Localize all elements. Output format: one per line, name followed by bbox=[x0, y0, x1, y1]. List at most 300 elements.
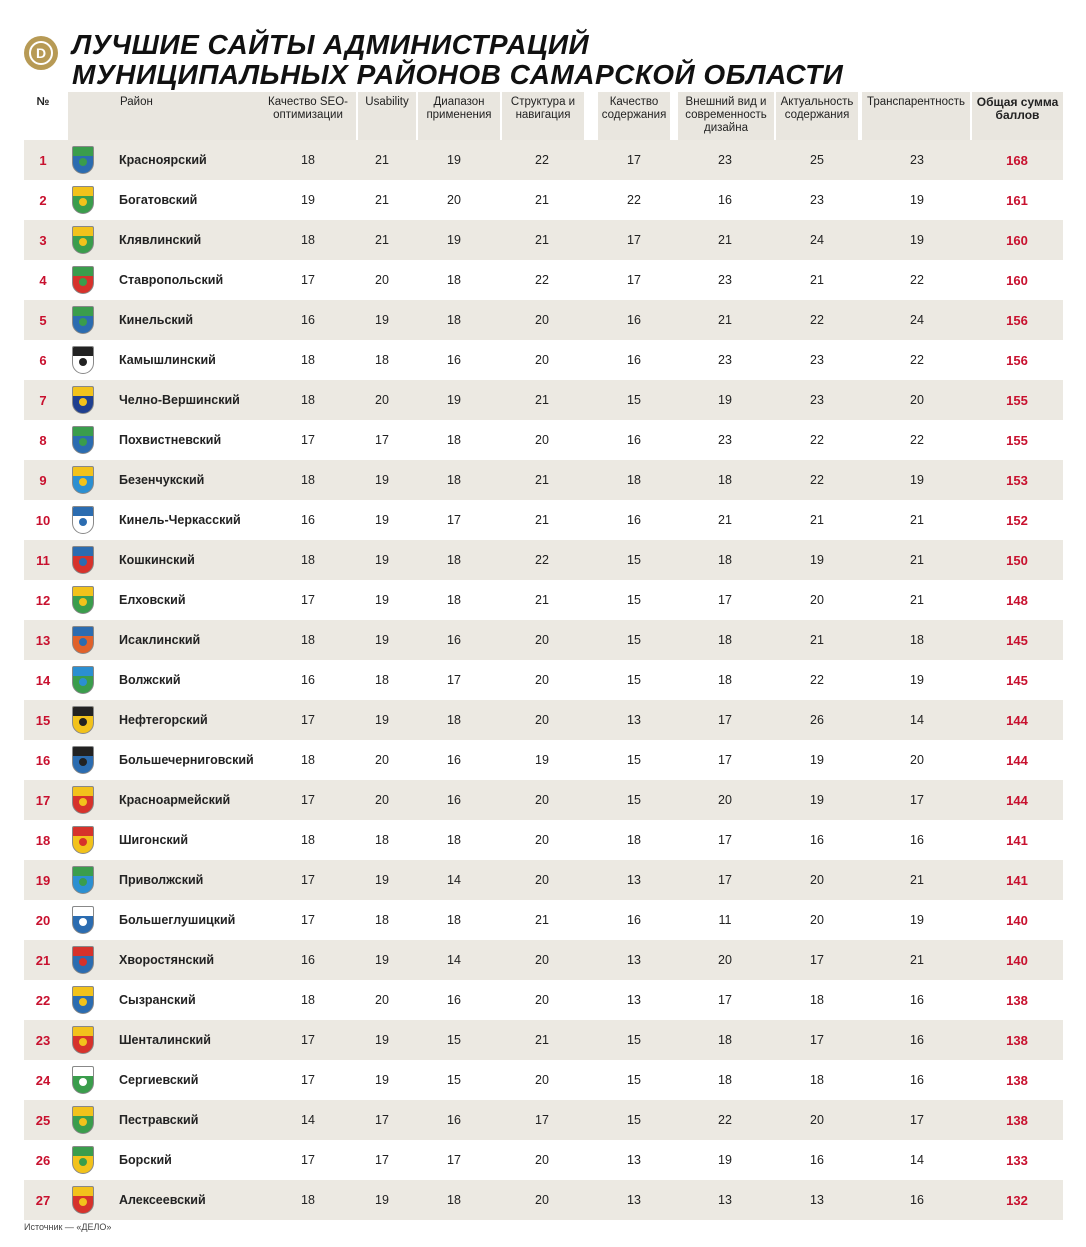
content-cell: 15 bbox=[627, 673, 641, 687]
design-cell: 17 bbox=[718, 873, 732, 887]
rank-cell: 16 bbox=[35, 752, 51, 768]
table-row bbox=[24, 500, 1063, 540]
usability-cell: 20 bbox=[375, 273, 389, 287]
design-cell: 20 bbox=[718, 953, 732, 967]
coat-of-arms-icon bbox=[72, 906, 94, 934]
emblem-cell bbox=[68, 580, 98, 620]
table-row bbox=[24, 900, 1063, 940]
district-name: Борский bbox=[119, 1153, 172, 1167]
coat-of-arms-icon bbox=[72, 706, 94, 734]
district-name: Большеглушицкий bbox=[119, 913, 236, 927]
seo-cell: 16 bbox=[301, 513, 315, 527]
range-cell: 17 bbox=[447, 1153, 461, 1167]
district-name: Сергиевский bbox=[119, 1073, 199, 1087]
seo-cell: 16 bbox=[301, 313, 315, 327]
total-cell: 144 bbox=[1006, 792, 1028, 808]
structure-cell: 22 bbox=[535, 553, 549, 567]
design-cell: 17 bbox=[718, 753, 732, 767]
design-cell: 11 bbox=[718, 913, 732, 927]
design-cell: 21 bbox=[718, 313, 732, 327]
usability-cell: 20 bbox=[375, 993, 389, 1007]
coat-of-arms-icon bbox=[72, 986, 94, 1014]
design-cell: 22 bbox=[718, 1113, 732, 1127]
design-cell: 18 bbox=[718, 673, 732, 687]
design-cell: 17 bbox=[718, 593, 732, 607]
total-cell: 141 bbox=[1006, 832, 1028, 848]
emblem-cell bbox=[68, 260, 98, 300]
coat-of-arms-icon bbox=[72, 386, 94, 414]
emblem-cell bbox=[68, 700, 98, 740]
title-line-2: МУНИЦИПАЛЬНЫХ РАЙОНОВ САМАРСКОЙ ОБЛАСТИ bbox=[72, 59, 844, 90]
design-cell: 18 bbox=[718, 1073, 732, 1087]
rank-cell: 26 bbox=[35, 1152, 51, 1168]
rank-cell: 10 bbox=[35, 512, 51, 528]
emblem-cell bbox=[68, 1020, 98, 1060]
coat-of-arms-icon bbox=[72, 1186, 94, 1214]
header-range: Диапазон применения bbox=[418, 92, 500, 140]
usability-cell: 18 bbox=[375, 353, 389, 367]
emblem-band bbox=[73, 867, 93, 876]
structure-cell: 21 bbox=[535, 1033, 549, 1047]
usability-cell: 18 bbox=[375, 673, 389, 687]
emblem-band bbox=[73, 147, 93, 156]
emblem-figure bbox=[79, 1198, 87, 1206]
emblem-cell bbox=[68, 1100, 98, 1140]
usability-cell: 19 bbox=[375, 1033, 389, 1047]
structure-cell: 21 bbox=[535, 593, 549, 607]
usability-cell: 17 bbox=[375, 1113, 389, 1127]
content-cell: 13 bbox=[627, 993, 641, 1007]
seo-cell: 18 bbox=[301, 1193, 315, 1207]
emblem-band bbox=[73, 747, 93, 756]
actual-cell: 20 bbox=[810, 873, 824, 887]
total-cell: 168 bbox=[1006, 152, 1028, 168]
emblem-band bbox=[73, 1147, 93, 1156]
rank-cell: 22 bbox=[35, 992, 51, 1008]
coat-of-arms-icon bbox=[72, 786, 94, 814]
total-cell: 140 bbox=[1006, 952, 1028, 968]
range-cell: 16 bbox=[447, 993, 461, 1007]
rank-cell: 5 bbox=[39, 312, 47, 328]
structure-cell: 20 bbox=[535, 1193, 549, 1207]
emblem-band bbox=[73, 947, 93, 956]
content-cell: 17 bbox=[627, 233, 641, 247]
rank-cell: 13 bbox=[35, 632, 51, 648]
seo-cell: 17 bbox=[301, 273, 315, 287]
usability-cell: 19 bbox=[375, 593, 389, 607]
coat-of-arms-icon bbox=[72, 586, 94, 614]
design-cell: 21 bbox=[718, 513, 732, 527]
transparency-cell: 17 bbox=[910, 1113, 924, 1127]
coat-of-arms-icon bbox=[72, 266, 94, 294]
rank-cell: 9 bbox=[39, 472, 47, 488]
emblem-cell bbox=[68, 380, 98, 420]
content-cell: 15 bbox=[627, 553, 641, 567]
total-cell: 160 bbox=[1006, 232, 1028, 248]
header-transparency: Транспарентность bbox=[862, 92, 970, 140]
rank-cell: 3 bbox=[39, 232, 47, 248]
content-cell: 13 bbox=[627, 713, 641, 727]
range-cell: 18 bbox=[447, 833, 461, 847]
usability-cell: 19 bbox=[375, 313, 389, 327]
actual-cell: 18 bbox=[810, 1073, 824, 1087]
district-name: Елховский bbox=[119, 593, 186, 607]
content-cell: 18 bbox=[627, 473, 641, 487]
transparency-cell: 20 bbox=[910, 393, 924, 407]
actual-cell: 26 bbox=[810, 713, 824, 727]
table-row bbox=[24, 580, 1063, 620]
total-cell: 132 bbox=[1006, 1192, 1028, 1208]
actual-cell: 22 bbox=[810, 473, 824, 487]
emblem-band bbox=[73, 987, 93, 996]
content-cell: 16 bbox=[627, 913, 641, 927]
total-cell: 161 bbox=[1006, 192, 1028, 208]
table-row bbox=[24, 380, 1063, 420]
table-row bbox=[24, 1180, 1063, 1220]
table-row bbox=[24, 540, 1063, 580]
coat-of-arms-icon bbox=[72, 226, 94, 254]
total-cell: 160 bbox=[1006, 272, 1028, 288]
range-cell: 19 bbox=[447, 233, 461, 247]
emblem-cell bbox=[68, 620, 98, 660]
design-cell: 13 bbox=[718, 1193, 732, 1207]
coat-of-arms-icon bbox=[72, 146, 94, 174]
header-actual: Актуальность содержания bbox=[776, 92, 858, 140]
rank-cell: 8 bbox=[39, 432, 47, 448]
header-content: Качество содержания bbox=[598, 92, 670, 140]
structure-cell: 21 bbox=[535, 473, 549, 487]
structure-cell: 22 bbox=[535, 273, 549, 287]
table-row bbox=[24, 620, 1063, 660]
district-name: Нефтегорский bbox=[119, 713, 208, 727]
emblem-band bbox=[73, 387, 93, 396]
usability-cell: 17 bbox=[375, 433, 389, 447]
emblem-cell bbox=[68, 460, 98, 500]
district-name: Челно-Вершинский bbox=[119, 393, 240, 407]
district-name: Волжский bbox=[119, 673, 181, 687]
total-cell: 138 bbox=[1006, 1112, 1028, 1128]
table-row bbox=[24, 140, 1063, 180]
coat-of-arms-icon bbox=[72, 466, 94, 494]
seo-cell: 18 bbox=[301, 473, 315, 487]
range-cell: 18 bbox=[447, 1193, 461, 1207]
range-cell: 16 bbox=[447, 793, 461, 807]
transparency-cell: 19 bbox=[910, 193, 924, 207]
rank-cell: 14 bbox=[35, 672, 51, 688]
table-row bbox=[24, 700, 1063, 740]
coat-of-arms-icon bbox=[72, 826, 94, 854]
transparency-cell: 21 bbox=[910, 953, 924, 967]
structure-cell: 21 bbox=[535, 233, 549, 247]
seo-cell: 17 bbox=[301, 433, 315, 447]
content-cell: 13 bbox=[627, 1193, 641, 1207]
structure-cell: 20 bbox=[535, 953, 549, 967]
design-cell: 18 bbox=[718, 633, 732, 647]
table-row bbox=[24, 660, 1063, 700]
district-name: Исаклинский bbox=[119, 633, 201, 647]
table-row bbox=[24, 1140, 1063, 1180]
actual-cell: 20 bbox=[810, 1113, 824, 1127]
emblem-figure bbox=[79, 478, 87, 486]
seo-cell: 17 bbox=[301, 793, 315, 807]
seo-cell: 18 bbox=[301, 233, 315, 247]
emblem-band bbox=[73, 707, 93, 716]
table-row bbox=[24, 180, 1063, 220]
transparency-cell: 24 bbox=[910, 313, 924, 327]
design-cell: 18 bbox=[718, 473, 732, 487]
transparency-cell: 21 bbox=[910, 513, 924, 527]
usability-cell: 21 bbox=[375, 193, 389, 207]
district-name: Клявлинский bbox=[119, 233, 202, 247]
coat-of-arms-icon bbox=[72, 866, 94, 894]
structure-cell: 20 bbox=[535, 1153, 549, 1167]
coat-of-arms-icon bbox=[72, 1066, 94, 1094]
transparency-cell: 21 bbox=[910, 873, 924, 887]
district-name: Кинель-Черкасский bbox=[119, 513, 241, 527]
emblem-figure bbox=[79, 1118, 87, 1126]
seo-cell: 17 bbox=[301, 873, 315, 887]
district-name: Красноярский bbox=[119, 153, 207, 167]
total-cell: 148 bbox=[1006, 592, 1028, 608]
structure-cell: 22 bbox=[535, 153, 549, 167]
usability-cell: 19 bbox=[375, 553, 389, 567]
design-cell: 19 bbox=[718, 393, 732, 407]
table-row bbox=[24, 260, 1063, 300]
seo-cell: 18 bbox=[301, 553, 315, 567]
table-row bbox=[24, 1100, 1063, 1140]
usability-cell: 19 bbox=[375, 633, 389, 647]
structure-cell: 19 bbox=[535, 753, 549, 767]
emblem-figure bbox=[79, 638, 87, 646]
rank-cell: 20 bbox=[35, 912, 51, 928]
range-cell: 20 bbox=[447, 193, 461, 207]
emblem-figure bbox=[79, 358, 87, 366]
coat-of-arms-icon bbox=[72, 1026, 94, 1054]
transparency-cell: 17 bbox=[910, 793, 924, 807]
content-cell: 15 bbox=[627, 1113, 641, 1127]
emblem-cell bbox=[68, 900, 98, 940]
design-cell: 17 bbox=[718, 833, 732, 847]
range-cell: 16 bbox=[447, 753, 461, 767]
design-cell: 16 bbox=[718, 193, 732, 207]
seo-cell: 17 bbox=[301, 1073, 315, 1087]
transparency-cell: 16 bbox=[910, 1073, 924, 1087]
rank-cell: 4 bbox=[39, 272, 47, 288]
rank-cell: 7 bbox=[39, 392, 47, 408]
emblem-figure bbox=[79, 278, 87, 286]
emblem-band bbox=[73, 507, 93, 516]
total-cell: 141 bbox=[1006, 872, 1028, 888]
transparency-cell: 22 bbox=[910, 433, 924, 447]
emblem-cell bbox=[68, 1060, 98, 1100]
structure-cell: 20 bbox=[535, 833, 549, 847]
emblem-cell bbox=[68, 1140, 98, 1180]
structure-cell: 20 bbox=[535, 433, 549, 447]
structure-cell: 21 bbox=[535, 513, 549, 527]
table-row bbox=[24, 340, 1063, 380]
actual-cell: 23 bbox=[810, 393, 824, 407]
range-cell: 16 bbox=[447, 1113, 461, 1127]
usability-cell: 18 bbox=[375, 833, 389, 847]
total-cell: 138 bbox=[1006, 1072, 1028, 1088]
content-cell: 15 bbox=[627, 753, 641, 767]
coat-of-arms-icon bbox=[72, 426, 94, 454]
rank-cell: 12 bbox=[35, 592, 51, 608]
emblem-figure bbox=[79, 1078, 87, 1086]
table-row bbox=[24, 820, 1063, 860]
transparency-cell: 19 bbox=[910, 913, 924, 927]
actual-cell: 17 bbox=[810, 1033, 824, 1047]
emblem-figure bbox=[79, 238, 87, 246]
actual-cell: 20 bbox=[810, 913, 824, 927]
design-cell: 19 bbox=[718, 1153, 732, 1167]
range-cell: 15 bbox=[447, 1073, 461, 1087]
seo-cell: 18 bbox=[301, 353, 315, 367]
emblem-figure bbox=[79, 518, 87, 526]
actual-cell: 21 bbox=[810, 633, 824, 647]
emblem-band bbox=[73, 347, 93, 356]
emblem-band bbox=[73, 227, 93, 236]
seo-cell: 17 bbox=[301, 713, 315, 727]
coat-of-arms-icon bbox=[72, 506, 94, 534]
coat-of-arms-icon bbox=[72, 186, 94, 214]
content-cell: 15 bbox=[627, 793, 641, 807]
seo-cell: 19 bbox=[301, 193, 315, 207]
table-row bbox=[24, 940, 1063, 980]
header-raion: Район bbox=[68, 92, 268, 140]
coat-of-arms-icon bbox=[72, 626, 94, 654]
emblem-band bbox=[73, 1107, 93, 1116]
table-row bbox=[24, 460, 1063, 500]
transparency-cell: 16 bbox=[910, 993, 924, 1007]
range-cell: 14 bbox=[447, 953, 461, 967]
range-cell: 18 bbox=[447, 553, 461, 567]
transparency-cell: 16 bbox=[910, 1033, 924, 1047]
range-cell: 18 bbox=[447, 273, 461, 287]
rank-cell: 21 bbox=[35, 952, 51, 968]
emblem-figure bbox=[79, 798, 87, 806]
total-cell: 145 bbox=[1006, 632, 1028, 648]
range-cell: 18 bbox=[447, 713, 461, 727]
transparency-cell: 22 bbox=[910, 353, 924, 367]
content-cell: 15 bbox=[627, 633, 641, 647]
transparency-cell: 14 bbox=[910, 1153, 924, 1167]
seo-cell: 17 bbox=[301, 593, 315, 607]
table-row bbox=[24, 860, 1063, 900]
emblem-band bbox=[73, 467, 93, 476]
district-name: Богатовский bbox=[119, 193, 198, 207]
design-cell: 18 bbox=[718, 1033, 732, 1047]
page-title bbox=[72, 30, 843, 90]
actual-cell: 23 bbox=[810, 193, 824, 207]
content-cell: 13 bbox=[627, 953, 641, 967]
coat-of-arms-icon bbox=[72, 346, 94, 374]
transparency-cell: 19 bbox=[910, 673, 924, 687]
rank-cell: 23 bbox=[35, 1032, 51, 1048]
content-cell: 16 bbox=[627, 313, 641, 327]
emblem-figure bbox=[79, 718, 87, 726]
district-name: Приволжский bbox=[119, 873, 204, 887]
total-cell: 156 bbox=[1006, 352, 1028, 368]
structure-cell: 20 bbox=[535, 793, 549, 807]
content-cell: 22 bbox=[627, 193, 641, 207]
design-cell: 23 bbox=[718, 433, 732, 447]
range-cell: 17 bbox=[447, 513, 461, 527]
table-row bbox=[24, 1020, 1063, 1060]
emblem-figure bbox=[79, 158, 87, 166]
total-cell: 133 bbox=[1006, 1152, 1028, 1168]
rank-cell: 15 bbox=[35, 712, 51, 728]
design-cell: 23 bbox=[718, 153, 732, 167]
emblem-cell bbox=[68, 420, 98, 460]
emblem-cell bbox=[68, 220, 98, 260]
district-name: Пестравский bbox=[119, 1113, 199, 1127]
range-cell: 17 bbox=[447, 673, 461, 687]
content-cell: 17 bbox=[627, 273, 641, 287]
actual-cell: 20 bbox=[810, 593, 824, 607]
emblem-figure bbox=[79, 878, 87, 886]
content-cell: 13 bbox=[627, 873, 641, 887]
header-structure: Структура и навигация bbox=[502, 92, 584, 140]
emblem-band bbox=[73, 427, 93, 436]
district-name: Красноармейский bbox=[119, 793, 231, 807]
range-cell: 18 bbox=[447, 473, 461, 487]
emblem-cell bbox=[68, 860, 98, 900]
structure-cell: 21 bbox=[535, 913, 549, 927]
rank-cell: 25 bbox=[35, 1112, 51, 1128]
range-cell: 16 bbox=[447, 633, 461, 647]
structure-cell: 21 bbox=[535, 193, 549, 207]
transparency-cell: 20 bbox=[910, 753, 924, 767]
actual-cell: 22 bbox=[810, 313, 824, 327]
transparency-cell: 16 bbox=[910, 833, 924, 847]
structure-cell: 17 bbox=[535, 1113, 549, 1127]
structure-cell: 20 bbox=[535, 313, 549, 327]
range-cell: 16 bbox=[447, 353, 461, 367]
seo-cell: 18 bbox=[301, 633, 315, 647]
seo-cell: 17 bbox=[301, 1153, 315, 1167]
emblem-figure bbox=[79, 198, 87, 206]
district-name: Большечерниговский bbox=[119, 753, 254, 767]
range-cell: 14 bbox=[447, 873, 461, 887]
district-name: Камышлинский bbox=[119, 353, 216, 367]
emblem-band bbox=[73, 1187, 93, 1196]
district-name: Похвистневский bbox=[119, 433, 222, 447]
usability-cell: 17 bbox=[375, 1153, 389, 1167]
header-total: Общая сумма баллов bbox=[972, 92, 1063, 140]
table-header bbox=[24, 92, 1063, 140]
table-row bbox=[24, 740, 1063, 780]
actual-cell: 17 bbox=[810, 953, 824, 967]
structure-cell: 20 bbox=[535, 993, 549, 1007]
emblem-figure bbox=[79, 758, 87, 766]
seo-cell: 18 bbox=[301, 153, 315, 167]
emblem-cell bbox=[68, 980, 98, 1020]
rank-cell: 11 bbox=[36, 552, 50, 568]
transparency-cell: 23 bbox=[910, 153, 924, 167]
district-name: Кинельский bbox=[119, 313, 194, 327]
range-cell: 18 bbox=[447, 593, 461, 607]
usability-cell: 20 bbox=[375, 393, 389, 407]
emblem-band bbox=[73, 1027, 93, 1036]
actual-cell: 19 bbox=[810, 553, 824, 567]
emblem-cell bbox=[68, 180, 98, 220]
seo-cell: 18 bbox=[301, 393, 315, 407]
emblem-band bbox=[73, 907, 93, 916]
content-cell: 18 bbox=[627, 833, 641, 847]
total-cell: 145 bbox=[1006, 672, 1028, 688]
logo-letter: D bbox=[29, 41, 53, 65]
